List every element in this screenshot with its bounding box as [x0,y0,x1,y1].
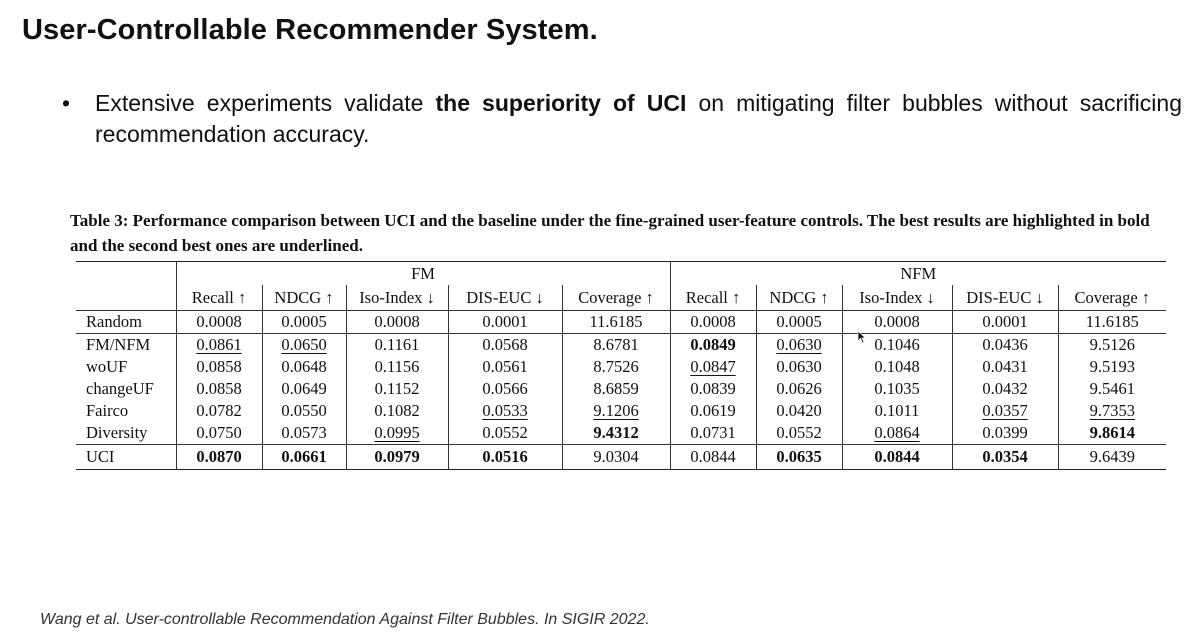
metric-value [1058,422,1166,445]
metric-value [952,445,1058,470]
metric-value-text: 11.6185 [1085,312,1139,331]
metric-value [842,422,952,445]
metric-value-text: 0.1161 [374,335,420,354]
metric-value-text: 0.1011 [874,401,920,420]
metric-value [448,378,562,400]
metric-value-text: 0.0847 [690,357,736,376]
metric-value [1058,356,1166,378]
metric-value [1058,378,1166,400]
metric-value-text: 0.0661 [281,447,327,466]
metric-value-text: 0.0650 [281,335,327,354]
metric-value [562,400,670,422]
metric-value [346,311,448,334]
table-row [76,422,1166,445]
metric-value [670,311,756,334]
metric-value-text: 0.0649 [281,379,327,398]
metric-value-text: 0.0635 [776,447,822,466]
metric-header: NDCG ↑ [756,285,842,311]
metric-value [756,311,842,334]
mouse-pointer-icon [857,330,867,344]
metric-value [448,311,562,334]
metric-value-text: 9.6439 [1089,447,1135,466]
metric-value [346,356,448,378]
metric-value [262,334,346,357]
metric-value [262,422,346,445]
group-fm: FM [176,262,670,286]
metric-value-text: 0.0573 [281,423,327,442]
metric-value [756,445,842,470]
metric-value [842,356,952,378]
metric-value [670,422,756,445]
metric-value [562,422,670,445]
metric-value [952,422,1058,445]
metric-value-text: 0.0001 [482,312,528,331]
metric-value [952,311,1058,334]
metric-value [952,334,1058,357]
metric-value-text: 0.0839 [690,379,736,398]
metric-value [346,334,448,357]
metric-value-text: 0.0399 [982,423,1028,442]
results-table [76,261,1166,470]
metric-value-text: 0.0005 [281,312,327,331]
group-header-row [76,262,1166,286]
corner-cell-2 [76,285,176,311]
metric-value-text: 0.0861 [196,335,242,354]
table-row [76,445,1166,470]
metric-value-text: 0.0630 [776,335,822,354]
metric-value-text: 0.0420 [776,401,822,420]
table-row [76,400,1166,422]
metric-value-text: 0.1046 [874,335,920,354]
bullet-text-pre: Extensive experiments validate [95,90,436,116]
metric-value [756,400,842,422]
metric-value-text: 0.0782 [196,401,242,420]
metric-value-text: 9.5193 [1089,357,1135,376]
metric-value-text: 0.0566 [482,379,528,398]
metric-value-text: 0.0432 [982,379,1028,398]
metric-value-text: 0.1048 [874,357,920,376]
metric-value-text: 0.1082 [374,401,420,420]
metric-value [262,400,346,422]
method-name: Random [76,311,176,334]
bullet-text-emphasis: the superiority of UCI [435,90,687,116]
metric-header: DIS-EUC ↓ [952,285,1058,311]
metric-value-text: 0.0533 [482,401,528,420]
metric-value-text: 0.0008 [196,312,242,331]
corner-cell [76,262,176,286]
metric-value [448,400,562,422]
metric-value [842,378,952,400]
metric-value-text: 0.0436 [982,335,1028,354]
metric-value-text: 0.0552 [482,423,528,442]
metric-value [1058,334,1166,357]
table-row [76,378,1166,400]
metric-value [670,356,756,378]
metric-value [562,311,670,334]
metric-value-text: 0.0001 [982,312,1028,331]
metric-value-text: 8.6781 [593,335,639,354]
metric-value [756,356,842,378]
metric-value-text: 9.8614 [1089,423,1135,442]
metric-value-text: 9.0304 [593,447,639,466]
metric-value-text: 9.5461 [1089,379,1135,398]
metric-value-text: 9.7353 [1089,401,1135,420]
table-row [76,334,1166,357]
table-row [76,356,1166,378]
metric-value [670,445,756,470]
metric-value-text: 9.4312 [593,423,639,442]
metric-value [176,400,262,422]
metric-value [448,445,562,470]
metric-value [1058,445,1166,470]
metric-value [562,334,670,357]
metric-value-text: 8.6859 [593,379,639,398]
method-name: FM/NFM [86,335,151,354]
metric-value-text: 0.0858 [196,379,242,398]
slide-title: User-Controllable Recommender System. [22,14,598,46]
metric-value-text: 0.0568 [482,335,528,354]
metric-value [562,445,670,470]
metric-value-text: 0.0870 [196,447,242,466]
metric-value-text: 0.0008 [374,312,420,331]
metric-value [1058,311,1166,334]
metric-value-text: 0.1152 [374,379,420,398]
metric-value [262,356,346,378]
metric-value-text: 0.1035 [874,379,920,398]
metric-value-text: 0.0357 [982,401,1028,420]
metric-value [176,356,262,378]
metric-value [670,378,756,400]
bullet-marker: • [62,90,71,116]
metric-value-text: 9.5126 [1089,335,1135,354]
metric-value-text: 0.0731 [690,423,736,442]
metric-value-text: 0.0516 [482,447,528,466]
metric-value [952,356,1058,378]
metric-value-text: 0.0561 [482,357,528,376]
metric-value [756,378,842,400]
metric-value-text: 0.1156 [374,357,420,376]
metric-value [562,378,670,400]
metric-value-text: 0.0626 [776,379,822,398]
metric-value-text: 0.0979 [374,447,420,466]
metric-value-text: 0.0431 [982,357,1028,376]
metric-value-text: 0.0858 [196,357,242,376]
metric-value [562,356,670,378]
metric-value [448,422,562,445]
metric-header-row [76,285,1166,311]
metric-value [262,311,346,334]
metric-value-text: 8.7526 [593,357,639,376]
metric-value-text: 11.6185 [589,312,643,331]
bullet-text-post: on mitigating filter bubbles without sacrificing recommendation accuracy. [95,90,1182,147]
metric-header: Recall ↑ [176,285,262,311]
metric-value-text: 0.0844 [690,447,736,466]
metric-header: DIS-EUC ↓ [448,285,562,311]
metric-value-text: 0.0630 [776,357,822,376]
metric-header: Iso-Index ↓ [842,285,952,311]
method-name: changeUF [86,379,154,398]
metric-value [952,378,1058,400]
metric-value-text: 9.1206 [593,401,639,420]
metric-value [176,445,262,470]
metric-value-text: 0.0619 [690,401,736,420]
metric-value [346,422,448,445]
metric-value-text: 0.0648 [281,357,327,376]
metric-header: Coverage ↑ [562,285,670,311]
metric-value [756,422,842,445]
metric-value [1058,400,1166,422]
metric-value-text: 0.0849 [690,335,736,354]
metric-value [176,334,262,357]
metric-value-text: 0.0005 [776,312,822,331]
metric-value [262,378,346,400]
table-row [76,311,1166,334]
metric-value [842,445,952,470]
metric-header: NDCG ↑ [262,285,346,311]
metric-value-text: 0.0354 [982,447,1028,466]
metric-value [346,378,448,400]
method-name: Diversity [76,422,176,445]
metric-value-text: 0.0750 [196,423,242,442]
metric-header: Recall ↑ [670,285,756,311]
group-nfm: NFM [670,262,1166,286]
metric-value [670,334,756,357]
metric-value [670,400,756,422]
metric-value [952,400,1058,422]
metric-header: Iso-Index ↓ [346,285,448,311]
metric-value-text: 0.0008 [690,312,736,331]
metric-value [448,334,562,357]
metric-value [756,334,842,357]
metric-value [346,400,448,422]
metric-value [176,311,262,334]
metric-value-text: 0.0995 [374,423,420,442]
metric-value-text: 0.0008 [874,312,920,331]
metric-value-text: 0.0550 [281,401,327,420]
metric-value [448,356,562,378]
method-name: woUF [86,357,128,376]
metric-value [176,422,262,445]
bullet-text [95,88,1182,150]
metric-value [176,378,262,400]
citation: Wang et al. User-controllable Recommendation Against Filter Bubbles. In SIGIR 2022. [40,611,650,628]
method-name: UCI [76,445,176,470]
metric-value [842,400,952,422]
metric-header: Coverage ↑ [1058,285,1166,311]
metric-value-text: 0.0552 [776,423,822,442]
metric-value [262,445,346,470]
method-name: Fairco [86,401,129,420]
table-caption: Table 3: Performance comparison between UCI and the baseline under the fine-grained user-feature controls. The best results are highlighted in bold and the second best ones are underlined. [70,211,1150,255]
metric-value-text: 0.0864 [874,423,920,442]
metric-value [346,445,448,470]
metric-value-text: 0.0844 [874,447,920,466]
